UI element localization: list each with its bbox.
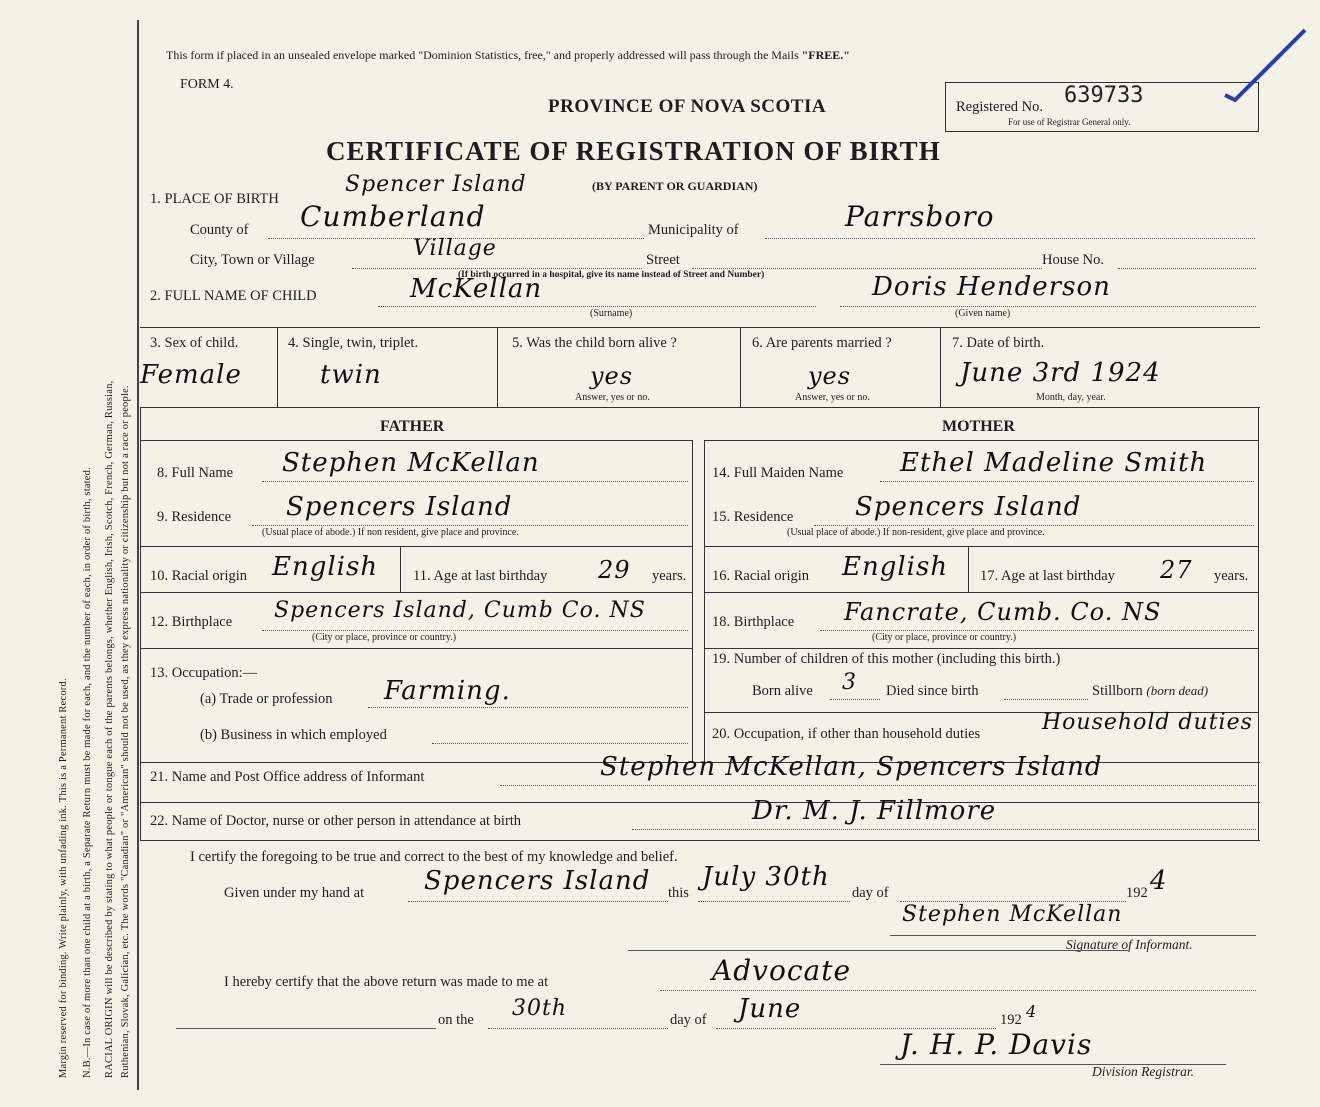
father-line-1 xyxy=(140,546,692,547)
child-given-value: Doris Henderson xyxy=(872,272,1111,302)
margin-note-2: N.B.—In case of more than one child at a birth, a Separate Return must be made for each, and the number of each, in order of birth, stated. xyxy=(82,467,93,1078)
dob-caption: Month, day, year. xyxy=(1036,392,1106,403)
father-occupation-label: 13. Occupation:— xyxy=(150,665,258,681)
stillborn-label: Stillborn (born dead) xyxy=(1092,683,1209,699)
day-of-label: day of xyxy=(852,885,889,901)
father-racial-label: 10. Racial origin xyxy=(150,568,248,584)
mother-name-label: 14. Full Maiden Name xyxy=(712,465,844,481)
certify-text: I certify the foregoing to be true and correct to the best of my knowledge and belief. xyxy=(190,849,678,865)
row3-div2 xyxy=(497,327,498,407)
signature-caption: Signature of Informant. xyxy=(1066,937,1193,952)
on-the-value: 30th xyxy=(512,996,568,1021)
row3-top xyxy=(140,327,1260,328)
married-caption: Answer, yes or no. xyxy=(795,392,870,403)
married-label: 6. Are parents married ? xyxy=(752,335,892,351)
given-caption: (Given name) xyxy=(955,308,1011,319)
father-head-line xyxy=(140,440,692,441)
street-label: Street xyxy=(646,252,680,268)
row3-bottom xyxy=(140,407,1260,408)
mother-residence-value: Spencers Island xyxy=(855,492,1082,522)
year2-prefix: 192 xyxy=(1000,1012,1022,1028)
father-age-value: 29 xyxy=(598,556,631,584)
hospital-note: (If birth occurred in a hospital, give its name instead of Street and Number) xyxy=(458,270,765,280)
month-value: June xyxy=(738,994,802,1024)
born-alive-label: 5. Was the child born alive ? xyxy=(512,335,677,351)
sex-label: 3. Sex of child. xyxy=(150,335,239,351)
lower-right xyxy=(1258,762,1259,840)
mother-occupation-value: Household duties xyxy=(1042,710,1253,735)
lower-left xyxy=(140,762,141,840)
house-rule xyxy=(1118,268,1256,269)
informant-label: 21. Name and Post Office address of Informant xyxy=(150,769,425,785)
father-racial-value: English xyxy=(272,552,379,582)
mother-racial-label: 16. Racial origin xyxy=(712,568,810,584)
municipality-value: Parrsboro xyxy=(845,200,995,233)
mother-residence-rule xyxy=(814,525,1254,526)
born-alive-count-label: Born alive xyxy=(752,683,813,699)
city-label: City, Town or Village xyxy=(190,252,315,268)
mother-age-value: 27 xyxy=(1160,556,1193,584)
born-alive-count-value: 3 xyxy=(842,670,857,695)
row3-div1 xyxy=(277,327,278,407)
father-name-rule xyxy=(262,481,688,482)
father-trade-value: Farming. xyxy=(384,676,511,706)
on-the-rule xyxy=(488,1028,668,1029)
single-twin-value: twin xyxy=(320,360,382,390)
mother-left xyxy=(704,440,705,762)
street-rule xyxy=(692,268,1042,269)
hereby-label: I hereby certify that the above return was made to me at xyxy=(224,974,549,990)
registered-number: 639733 xyxy=(1064,83,1144,108)
father-trade-label: (a) Trade or profession xyxy=(200,691,333,707)
doctor-rule xyxy=(632,829,1256,830)
mother-line-1 xyxy=(704,546,1258,547)
father-residence-value: Spencers Island xyxy=(286,492,513,522)
mother-heading: MOTHER xyxy=(942,418,1015,435)
father-birthplace-rule xyxy=(262,630,688,631)
registered-box xyxy=(945,82,1259,132)
father-line-3 xyxy=(140,648,692,649)
parents-outer-left xyxy=(140,407,141,762)
born-alive-rule xyxy=(830,699,880,700)
father-residence-rule xyxy=(252,525,688,526)
hereby-rule xyxy=(660,990,1256,991)
city-rule xyxy=(352,268,642,269)
father-business-rule xyxy=(432,743,688,744)
on-the-lead-line xyxy=(176,1028,436,1029)
mother-name-value: Ethel Madeline Smith xyxy=(900,448,1208,478)
county-label: County of xyxy=(190,222,249,238)
father-age-label: 11. Age at last birthday xyxy=(413,568,548,584)
married-value: yes xyxy=(808,362,852,390)
father-birthplace-label: 12. Birthplace xyxy=(150,614,233,630)
doctor-label: 22. Name of Doctor, nurse or other person in attendance at birth xyxy=(150,813,522,829)
child-surname-value: McKellan xyxy=(410,274,543,304)
mother-birthplace-rule xyxy=(820,630,1254,631)
mail-notice: This form if placed in an unsealed envelope marked "Dominion Statistics, free," and properly addressed will pass through the Mails "FREE." xyxy=(166,48,850,62)
given-under-rule xyxy=(408,901,668,902)
on-the-label: on the xyxy=(438,1012,474,1028)
mother-head-line xyxy=(704,440,1258,441)
father-name-label: 8. Full Name xyxy=(157,465,234,481)
this-label: this xyxy=(668,885,689,901)
parents-outer-right xyxy=(1258,407,1259,762)
year2-value: 4 xyxy=(1026,1002,1038,1021)
informant-value: Stephen McKellan, Spencers Island xyxy=(600,752,1103,782)
dob-value: June 3rd 1924 xyxy=(960,358,1161,388)
father-name-value: Stephen McKellan xyxy=(282,448,540,478)
section-divider xyxy=(628,950,1128,951)
margin-note-3: RACIAL ORIGIN will be described by stating to what people or tongue each of the parents belongs, whether English, Irish, Scotch, French, German, Russian, xyxy=(104,380,115,1078)
year-value: 4 xyxy=(1150,866,1168,896)
child-name-label: 2. FULL NAME OF CHILD xyxy=(150,288,317,304)
row3-div4 xyxy=(940,327,941,407)
row3-div3 xyxy=(740,327,741,407)
mother-residence-label: 15. Residence xyxy=(712,509,794,525)
mother-birthplace-caption: (City or place, province or country.) xyxy=(872,632,1017,643)
year-prefix: 192 xyxy=(1126,885,1148,901)
hereby-place: Advocate xyxy=(712,954,852,987)
father-heading: FATHER xyxy=(380,418,445,435)
place-of-birth-value: Spencer Island xyxy=(345,172,527,197)
surname-caption: (Surname) xyxy=(590,308,633,319)
given-rule xyxy=(840,306,1256,307)
given-under-label: Given under my hand at xyxy=(224,885,365,901)
check-mark-icon xyxy=(1215,20,1315,110)
by-parent-note: (BY PARENT OR GUARDIAN) xyxy=(592,179,758,193)
municipality-rule xyxy=(765,238,1255,239)
mother-children-label: 19. Number of children of this mother (including this birth.) xyxy=(712,651,1061,667)
father-right xyxy=(692,440,693,762)
mother-birthplace-label: 18. Birthplace xyxy=(712,614,795,630)
informant-bottom xyxy=(140,802,1260,803)
born-alive-caption: Answer, yes or no. xyxy=(575,392,650,403)
died-label: Died since birth xyxy=(886,683,979,699)
father-age-unit: years. xyxy=(652,568,687,584)
informant-rule xyxy=(500,785,1256,786)
surname-rule xyxy=(378,306,816,307)
registrar-caption: Division Registrar. xyxy=(1092,1064,1195,1079)
mother-occupation-label: 20. Occupation, if other than household duties xyxy=(712,726,981,742)
form-number: FORM 4. xyxy=(180,77,234,92)
father-residence-caption: (Usual place of abode.) If non resident, give place and province. xyxy=(262,527,519,538)
province-heading: PROVINCE OF NOVA SCOTIA xyxy=(548,96,827,117)
father-business-label: (b) Business in which employed xyxy=(200,727,387,743)
place-of-birth-label: 1. PLACE OF BIRTH xyxy=(150,191,279,207)
dob-label: 7. Date of birth. xyxy=(952,335,1045,351)
municipality-label: Municipality of xyxy=(648,222,739,238)
city-value: Village xyxy=(413,236,497,261)
died-rule xyxy=(1004,699,1088,700)
registrar-signature: J. H. P. Davis xyxy=(900,1028,1093,1061)
mother-line-2 xyxy=(704,592,1258,593)
given-under-place: Spencers Island xyxy=(424,866,651,896)
mother-racial-value: English xyxy=(842,552,949,582)
father-trade-rule xyxy=(368,707,688,708)
father-birthplace-value: Spencers Island, Cumb Co. NS xyxy=(274,598,646,623)
certificate-title: CERTIFICATE OF REGISTRATION OF BIRTH xyxy=(326,136,941,166)
father-residence-label: 9. Residence xyxy=(157,509,232,525)
mother-birthplace-value: Fancrate, Cumb. Co. NS xyxy=(844,598,1162,626)
mother-age-label: 17. Age at last birthday xyxy=(980,568,1115,584)
registered-label: Registered No. xyxy=(956,99,1043,115)
margin-note-1: Margin reserved for binding. Write plainly, with unfading ink. This is a Permanent Record. xyxy=(58,678,69,1078)
this-rule xyxy=(698,901,850,902)
mother-line-3 xyxy=(704,648,1258,649)
registrar-note: For use of Registrar General only. xyxy=(1008,117,1131,127)
margin-note-4: Ruthenian, Slovak, Galician, etc. The words "Canadian" or "American" should not be used, as they express nationality or citizenship but not a race or people. xyxy=(120,385,131,1078)
mother-name-rule xyxy=(880,481,1254,482)
informant-signature: Stephen McKellan xyxy=(902,902,1123,927)
father-line-2 xyxy=(140,592,692,593)
day-of2-label: day of xyxy=(670,1012,707,1028)
county-value: Cumberland xyxy=(300,200,486,233)
house-label: House No. xyxy=(1042,252,1105,268)
doctor-bottom xyxy=(140,840,1260,841)
born-alive-value: yes xyxy=(590,362,634,390)
mother-residence-caption: (Usual place of abode.) If non-resident, give place and province. xyxy=(787,527,1045,538)
father-birthplace-caption: (City or place, province or country.) xyxy=(312,632,457,643)
this-value: July 30th xyxy=(702,862,830,892)
margin-divider xyxy=(137,20,139,1090)
father-racial-div xyxy=(400,546,401,592)
sex-value: Female xyxy=(140,360,242,390)
mother-age-unit: years. xyxy=(1214,568,1249,584)
signature-rule xyxy=(890,935,1256,936)
single-twin-label: 4. Single, twin, triplet. xyxy=(288,335,419,351)
doctor-value: Dr. M. J. Fillmore xyxy=(752,796,997,826)
mother-racial-div xyxy=(968,546,969,592)
